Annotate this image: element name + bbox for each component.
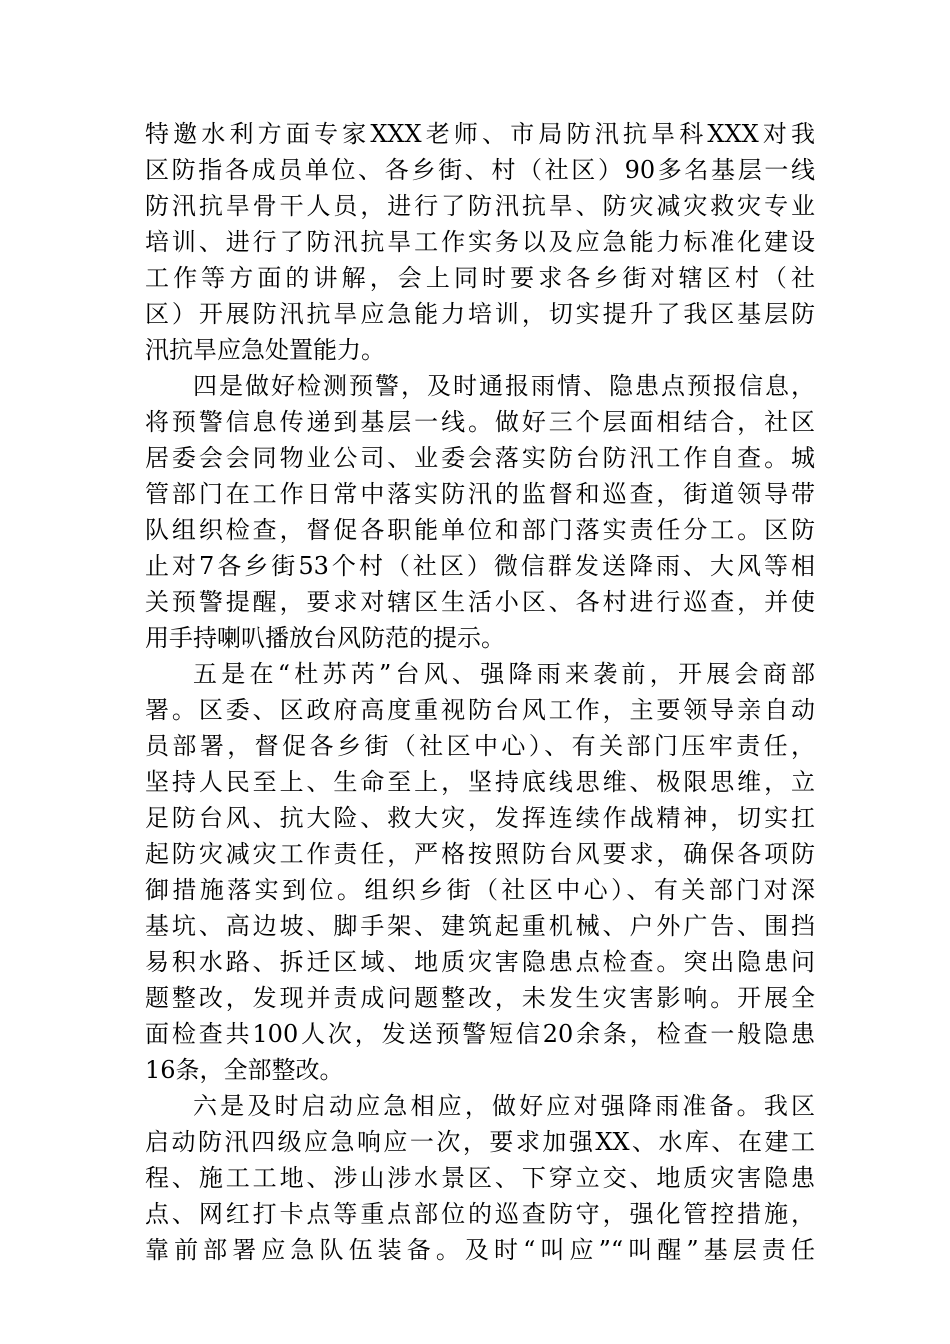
text-line: 将预警信息传递到基层一线。做好三个层面相结合，社区 (145, 408, 815, 436)
text-line: 关预警提醒，要求对辖区生活小区、各村进行巡查，并使 (145, 588, 815, 616)
text-line: 止对7各乡街53个村（社区）微信群发送降雨、大风等相 (145, 552, 815, 580)
paragraph-first-line: 五是在“杜苏芮”台风、强降雨来袭前，开展会商部 (193, 660, 815, 688)
text-line: 汛抗旱应急处置能力。 (145, 336, 385, 364)
text-line: 御措施落实到位。组织乡街（社区中心）、有关部门对深 (145, 876, 815, 904)
text-line: 用手持喇叭播放台风防范的提示。 (145, 624, 505, 652)
paragraph-first-line: 四是做好检测预警，及时通报雨情、隐患点预报信息， (193, 372, 815, 400)
text-line: 启动防汛四级应急响应一次，要求加强XX、水库、在建工 (145, 1128, 815, 1156)
text-line: 面检查共100人次，发送预警短信20余条，检查一般隐患 (145, 1020, 815, 1048)
text-line: 足防台风、抗大险、救大灾，发挥连续作战精神，切实扛 (145, 804, 815, 832)
text-line: 特邀水利方面专家XXX老师、市局防汛抗旱科XXX对我 (145, 120, 815, 148)
paragraph-first-line: 六是及时启动应急相应，做好应对强降雨准备。我区 (193, 1092, 815, 1120)
text-line: 培训、进行了防汛抗旱工作实务以及应急能力标准化建设 (145, 228, 815, 256)
text-line: 居委会会同物业公司、业委会落实防台防汛工作自查。城 (145, 444, 815, 472)
text-line: 防汛抗旱骨干人员，进行了防汛抗旱、防灾减灾救灾专业 (145, 192, 815, 220)
text-line: 队组织检查，督促各职能单位和部门落实责任分工。区防 (145, 516, 815, 544)
text-line: 区）开展防汛抗旱应急能力培训，切实提升了我区基层防 (145, 300, 815, 328)
text-line: 靠前部署应急队伍装备。及时“叫应”“叫醒”基层责任 (145, 1236, 815, 1264)
document-body (145, 116, 815, 1268)
text-line: 程、施工工地、涉山涉水景区、下穿立交、地质灾害隐患 (145, 1164, 815, 1192)
text-line: 员部署，督促各乡街（社区中心）、有关部门压牢责任， (145, 732, 815, 760)
text-line: 起防灾减灾工作责任，严格按照防台风要求，确保各项防 (145, 840, 815, 868)
text-line: 基坑、高边坡、脚手架、建筑起重机械、户外广告、围挡 (145, 912, 815, 940)
text-line: 坚持人民至上、生命至上，坚持底线思维、极限思维，立 (145, 768, 815, 796)
text-line: 点、网红打卡点等重点部位的巡查防守，强化管控措施， (145, 1200, 815, 1228)
text-line: 管部门在工作日常中落实防汛的监督和巡查，街道领导带 (145, 480, 815, 508)
text-line: 题整改，发现并责成问题整改，未发生灾害影响。开展全 (145, 984, 815, 1012)
text-line: 16条，全部整改。 (145, 1056, 344, 1084)
text-line: 易积水路、拆迁区域、地质灾害隐患点检查。突出隐患问 (145, 948, 815, 976)
text-line: 区防指各成员单位、各乡街、村（社区）90多名基层一线 (145, 156, 815, 184)
text-line: 署。区委、区政府高度重视防台风工作，主要领导亲自动 (145, 696, 815, 724)
text-line: 工作等方面的讲解，会上同时要求各乡街对辖区村（社 (145, 264, 815, 292)
